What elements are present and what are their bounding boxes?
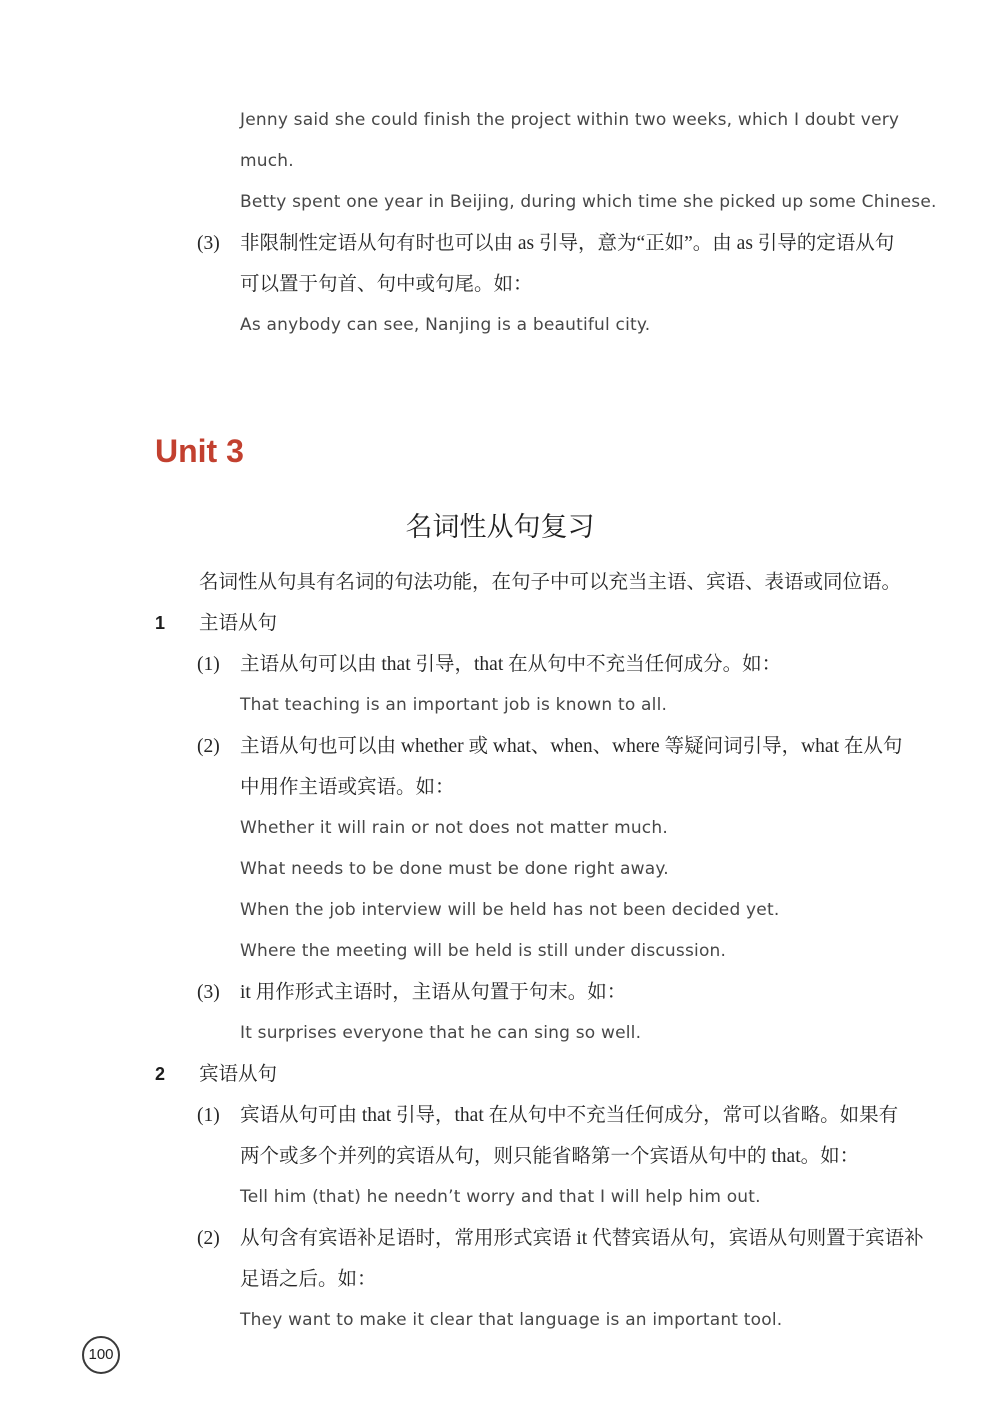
text-line [0, 1300, 1000, 1341]
item-number: (1) [197, 654, 220, 675]
unit-heading: Unit 3 [155, 433, 244, 469]
text-line [0, 685, 1000, 726]
line-text: 宾语从句 [199, 1064, 278, 1085]
line-text: They want to make it clear that language is an important tool. [240, 1310, 783, 1330]
text-line [0, 223, 1000, 264]
line-text: it 用作形式主语时，主语从句置于句末。如： [240, 982, 627, 1003]
line-text: 宾语从句可由 that 引导，that 在从句中不充当任何成分，常可以省略。如果有 [240, 1105, 899, 1126]
line-text: 非限制性定语从句有时也可以由 as 引导，意为“正如”。由 as 引导的定语从句 [240, 233, 895, 254]
text-line [0, 1259, 1000, 1300]
text-line [0, 305, 1000, 346]
text-line [0, 890, 1000, 931]
line-text: Where the meeting will be held is still under discussion. [240, 941, 727, 961]
line-text: As anybody can see, Nanjing is a beautiful city. [240, 315, 651, 335]
line-text: Jenny said she could finish the project within two weeks, which I doubt very [240, 110, 900, 130]
text-line [0, 1218, 1000, 1259]
line-text: 足语之后。如： [240, 1269, 377, 1290]
line-text: What needs to be done must be done right away. [240, 859, 669, 879]
text-line [0, 1054, 1000, 1095]
text-line [0, 1177, 1000, 1218]
item-number: (1) [197, 1105, 220, 1126]
line-text: 可以置于句首、句中或句尾。如： [240, 274, 533, 295]
line-text: Betty spent one year in Beijing, during which time she picked up some Chinese. [240, 192, 937, 212]
item-number: (3) [197, 233, 220, 254]
text-line [0, 1095, 1000, 1136]
text-line [0, 849, 1000, 890]
text-line [0, 931, 1000, 972]
section-title: 名词性从句复习 [405, 512, 595, 543]
line-text: 从句含有宾语补足语时，常用形式宾语 it 代替宾语从句，宾语从句则置于宾语补 [240, 1228, 924, 1249]
text-line [0, 562, 1000, 603]
text-line [0, 767, 1000, 808]
text-line [0, 1013, 1000, 1054]
line-text: 主语从句可以由 that 引导，that 在从句中不充当任何成分。如： [240, 654, 782, 675]
item-number: 2 [155, 1064, 166, 1084]
text-line [0, 972, 1000, 1013]
text-line [0, 603, 1000, 644]
line-text: Whether it will rain or not does not matter much. [240, 818, 668, 838]
line-text: much. [240, 151, 294, 171]
page-number-badge: 100 [82, 1336, 120, 1374]
text-line [0, 808, 1000, 849]
text-line [0, 100, 1000, 141]
line-text: Tell him (that) he needn’t worry and that I will help him out. [240, 1187, 761, 1207]
text-line [0, 141, 1000, 182]
line-text: When the job interview will be held has not been decided yet. [240, 900, 780, 920]
text-line [0, 726, 1000, 767]
line-text: It surprises everyone that he can sing so well. [240, 1023, 642, 1043]
item-number: (3) [197, 982, 220, 1003]
line-text: 两个或多个并列的宾语从句，则只能省略第一个宾语从句中的 that。如： [240, 1146, 860, 1167]
text-line [0, 1136, 1000, 1177]
line-text: That teaching is an important job is known to all. [240, 695, 668, 715]
line-text: 中用作主语或宾语。如： [240, 777, 455, 798]
previous-unit-text-block [0, 100, 1000, 346]
text-line [0, 644, 1000, 685]
line-text: 名词性从句具有名词的句法功能，在句子中可以充当主语、宾语、表语或同位语。 [199, 572, 902, 593]
item-number: (2) [197, 736, 220, 757]
unit-body-text-block [0, 562, 1000, 1341]
item-number: 1 [155, 613, 166, 633]
text-line [0, 182, 1000, 223]
text-line [0, 264, 1000, 305]
item-number: (2) [197, 1228, 220, 1249]
line-text: 主语从句也可以由 whether 或 what、when、where 等疑问词引导，what 在从句 [240, 736, 903, 757]
line-text: 主语从句 [199, 613, 278, 634]
